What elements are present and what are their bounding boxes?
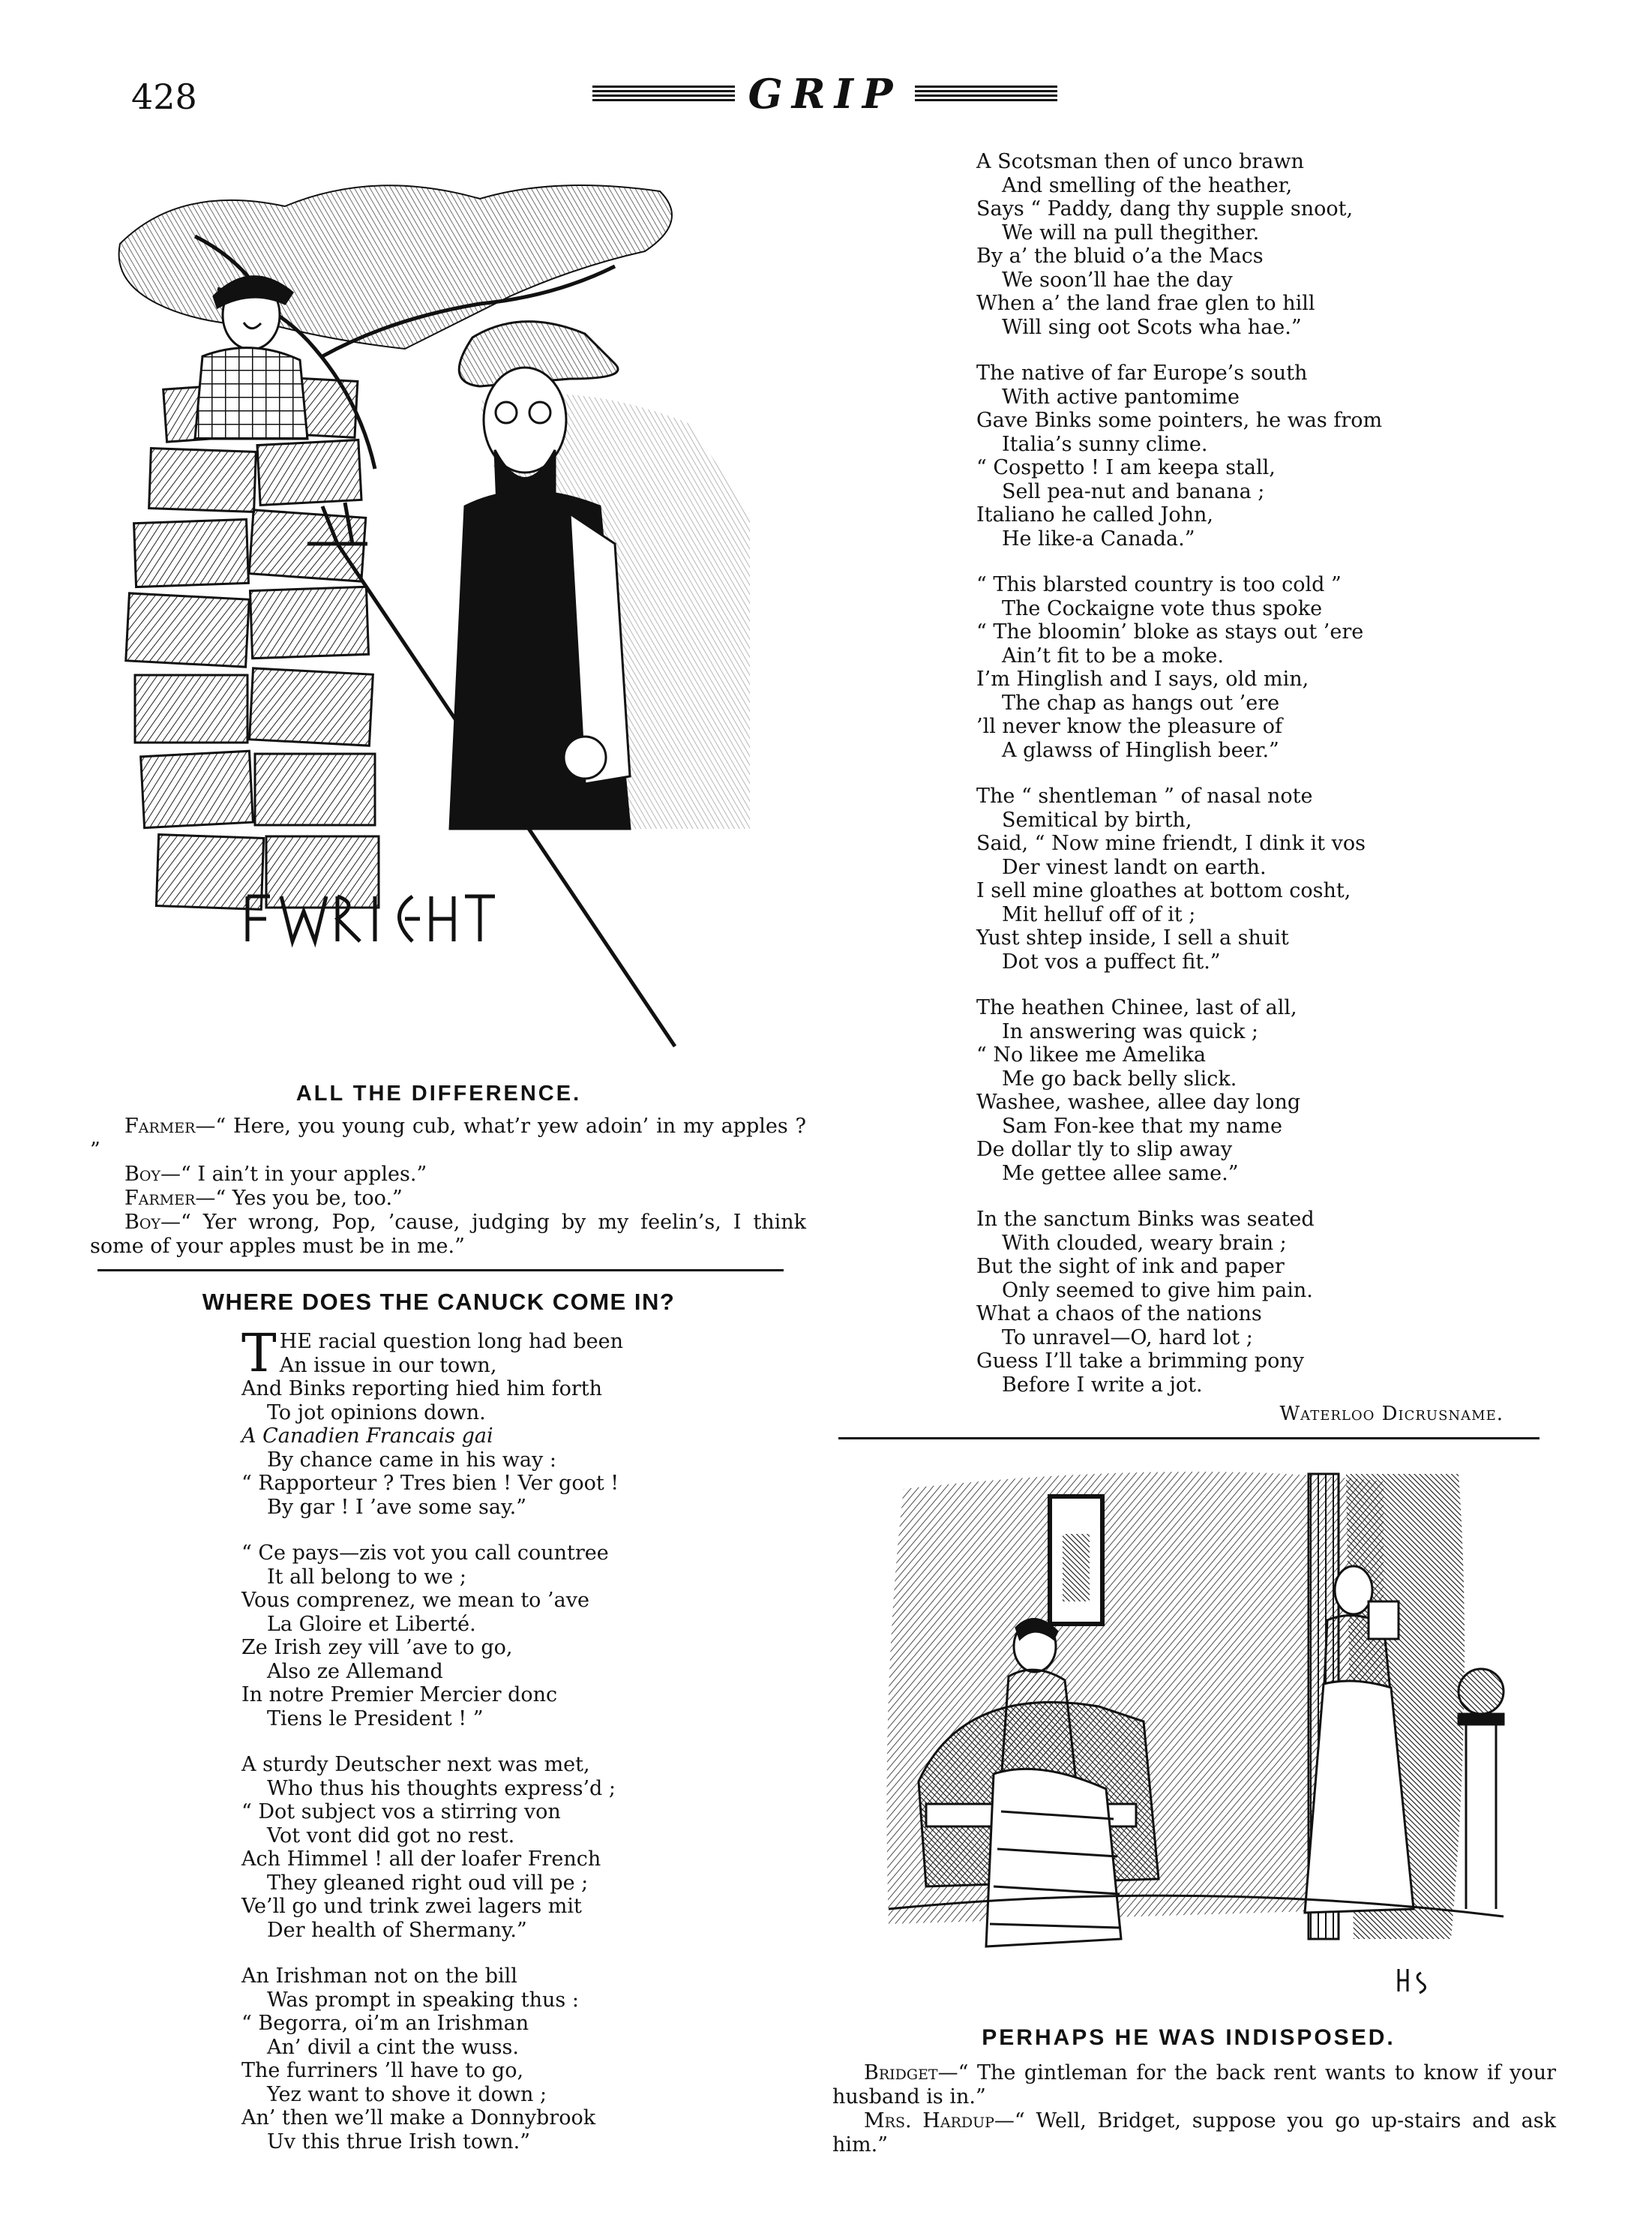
poem-line: “ Cospetto ! I am keepa stall, [976, 456, 1276, 479]
poem-line: The chap as hangs out ’ere [1002, 691, 1280, 715]
masthead [592, 71, 1057, 116]
right-divider [838, 1437, 1540, 1439]
poem-line: Uv this thrue Irish town.” [267, 2129, 531, 2153]
poem-stanza [976, 573, 1426, 762]
poem-line: With active pantomime [1002, 385, 1240, 409]
poem-line: The native of far Europe’s south [976, 362, 1308, 385]
cartoon1-title: ALL THE DIFFERENCE. [295, 1082, 582, 1106]
dialogue-line: Boy—“ Yer wrong, Pop, ’cause, judging by my feelin’s, I think some of your apples must be in me.” [90, 1211, 806, 1258]
poem-stanza [976, 1208, 1426, 1397]
poem-stanza [976, 362, 1426, 551]
poem-line: Me go back belly slick. [1002, 1067, 1237, 1091]
poem-line: Said, “ Now mine friendt, I dink it vos [976, 832, 1366, 855]
poem-line: “ Begorra, oi’m an Irishman [241, 2012, 529, 2035]
cartoon2-dialogue [832, 2061, 1556, 2157]
poem-line: Italia’s sunny clime. [1002, 432, 1208, 456]
poem-line: In notre Premier Mercier donc [241, 1683, 558, 1706]
speech: “ Well, Bridget, suppose you go up-stairs and ask him.” [832, 2109, 1556, 2156]
poem-stanza [241, 1753, 661, 1942]
poem-line: An’ divil a cint the wuss. [267, 2035, 519, 2059]
poem-line: Tiens le President ! ” [267, 1706, 484, 1730]
masthead-title: GRIP [748, 70, 902, 118]
poem-line-text: HE racial question long had been [279, 1330, 623, 1353]
poem-line: An Irishman not on the bill [241, 1964, 517, 1988]
poem-line: Vot vont did got no rest. [267, 1823, 515, 1847]
poem-line: The furriners ’ll have to go, [241, 2059, 524, 2082]
poem-line: I’m Hinglish and I says, old min, [976, 668, 1309, 691]
dialogue-line: Farmer—“ Here, you young cub, what’r yew adoin’ in my apples ? ” [90, 1115, 806, 1162]
speech: “ I ain’t in your apples.” [180, 1163, 427, 1186]
poem-line: Before I write a jot. [1002, 1373, 1203, 1397]
poem-line: I sell mine gloathes at bottom cosht, [976, 879, 1351, 902]
poem-line: What a chaos of the nations [976, 1302, 1262, 1325]
poem-line: He like-a Canada.” [1002, 527, 1195, 551]
speaker: Farmer [124, 1187, 196, 1210]
poem-line: “ Ce pays—zis vot you call countree [241, 1541, 609, 1565]
farmer-boy-illustration [90, 143, 787, 1065]
poem-line: Vous comprenez, we mean to ’ave [241, 1589, 589, 1612]
poem-line: Says “ Paddy, dang thy supple snoot, [976, 197, 1354, 221]
dialogue-line: Boy—“ I ain’t in your apples.” [124, 1163, 427, 1186]
poem-line: The heathen Chinee, last of all, [976, 996, 1297, 1019]
poem-line: A sturdy Deutscher next was met, [241, 1753, 590, 1776]
poem-line: Sam Fon-kee that my name [1002, 1114, 1282, 1138]
poem-line: A Canadien Francais gai [241, 1424, 493, 1448]
poem-line: Will sing oot Scots wha hae.” [1002, 315, 1302, 339]
drop-cap: T [241, 1322, 277, 1384]
poem-line: Was prompt in speaking thus : [267, 1988, 579, 2012]
poem-stanza [976, 996, 1426, 1185]
poem-line: A Scotsman then of unco brawn [976, 150, 1304, 173]
section-divider [97, 1269, 784, 1271]
masthead-rule-left [592, 86, 735, 102]
speech: “ Here, you young cub, what’r yew adoin’ in my apples ? ” [90, 1115, 806, 1162]
poem-line: By chance came in his way : [267, 1448, 556, 1472]
speaker: Bridget [864, 2061, 938, 2084]
poem-line: “ Dot subject vos a stirring von [241, 1800, 561, 1823]
poem-line: Mit helluf off of it ; [1002, 902, 1196, 926]
speech: “ Yer wrong, Pop, ’cause, judging by my feelin’s, I think some of your apples must be in me.” [90, 1211, 806, 1258]
poem-line: By a’ the bluid o’a the Macs [976, 245, 1264, 268]
poem-line: Yez want to shove it down ; [267, 2082, 547, 2106]
poem-stanza [976, 785, 1426, 974]
poem-line: Who thus his thoughts express’d ; [267, 1776, 616, 1800]
dialogue-line: Bridget—“ The gintleman for the back rent wants to know if your husband is in.” [832, 2061, 1556, 2108]
poem-line: But the sight of ink and paper [976, 1255, 1285, 1278]
poem-line: De dollar tly to slip away [976, 1138, 1233, 1161]
poem-line: Me gettee allee same.” [1002, 1161, 1239, 1185]
speaker: Boy [124, 1211, 160, 1234]
poem-line: We soon’ll hae the day [1002, 268, 1233, 292]
poem-right-column [976, 150, 1426, 1419]
poem-line: Ain’t fit to be a moke. [1002, 644, 1224, 668]
farmer-boy-drawing [90, 143, 787, 1065]
farmer-signature: FWRIGHT [90, 143, 153, 157]
speech: “ The gintleman for the back rent wants to know if your husband is in.” [832, 2061, 1556, 2108]
poem-line: To unravel—O, hard lot ; [1002, 1325, 1253, 1349]
speech: “ Yes you be, too.” [215, 1187, 403, 1210]
speaker: Farmer [124, 1115, 196, 1138]
poem-line: An issue in our town, [279, 1353, 497, 1377]
poem-stanza [241, 1541, 661, 1730]
poem-stanza [241, 1964, 661, 2153]
poem-line: “ This blarsted country is too cold ” [976, 573, 1342, 596]
poem-line: In the sanctum Binks was seated [976, 1208, 1315, 1231]
sweet-signature: HSweet [874, 1448, 922, 1462]
parlour-illustration [874, 1448, 1519, 2006]
poem-stanza [976, 150, 1426, 339]
poem-line: La Gloire et Liberté. [267, 1612, 476, 1636]
poem-line: Sell pea-nut and banana ; [1002, 479, 1265, 503]
poem-line: When a’ the land frae glen to hill [976, 292, 1315, 315]
speaker: Mrs. Hardup [864, 2109, 994, 2132]
poem-line: A glawss of Hinglish beer.” [1002, 738, 1279, 762]
poem-line: They gleaned right oud vill pe ; [267, 1871, 589, 1895]
poem-line: “ Rapporteur ? Tres bien ! Ver goot ! [241, 1472, 619, 1495]
poem-line: “ The bloomin’ bloke as stays out ’ere [976, 620, 1364, 644]
poem-line: To jot opinions down. [267, 1400, 486, 1424]
masthead-rule-right [915, 86, 1057, 102]
poem-line: ’ll never know the pleasure of [976, 715, 1282, 738]
poem-line: Ze Irish zey vill ’ave to go, [241, 1636, 513, 1659]
poem-line: And Binks reporting hied him forth [241, 1377, 602, 1400]
poem-stanza [241, 1322, 661, 1519]
poem-line: Guess I’ll take a brimming pony [976, 1349, 1304, 1373]
cartoon1-dialogue [90, 1115, 806, 1259]
poem-line: We will na pull thegither. [1002, 221, 1260, 245]
poem-line: Italiano he called John, [976, 503, 1213, 527]
poem-line: Also ze Allemand [267, 1659, 443, 1683]
poem-line: The Cockaigne vote thus spoke [1002, 596, 1323, 620]
poem-line: By gar ! I ’ave some say.” [267, 1495, 527, 1519]
dialogue-line: Farmer—“ Yes you be, too.” [124, 1187, 403, 1210]
dialogue-line: Mrs. Hardup—“ Well, Bridget, suppose you go up-stairs and ask him.” [832, 2109, 1556, 2156]
poem-line: Ach Himmel ! all der loafer French [241, 1847, 601, 1871]
poem-line: With clouded, weary brain ; [1002, 1231, 1287, 1255]
poem-line: Dot vos a puffect fit.” [1002, 950, 1221, 974]
poem-line: Semitical by birth, [1002, 808, 1192, 832]
poem-line: Yust shtep inside, I sell a shuit [976, 926, 1289, 950]
poem-left-column [241, 1322, 661, 2176]
poem-line: It all belong to we ; [267, 1565, 466, 1589]
poem-line: Ve’ll go und trink zwei lagers mit [241, 1895, 582, 1918]
poem-line: Gave Binks some pointers, he was from [976, 409, 1383, 432]
poem-line: The “ shentleman ” of nasal note [976, 785, 1313, 808]
poem-signature: Waterloo Dicrusname. [1279, 1403, 1504, 1425]
poem-line: Washee, washee, allee day long [976, 1091, 1301, 1114]
poem-line: And smelling of the heather, [1002, 173, 1293, 197]
poem-line: In answering was quick ; [1002, 1019, 1258, 1043]
poem-line: Der vinest landt on earth. [1002, 855, 1267, 879]
poem-line: An’ then we’ll make a Donnybrook [241, 2106, 596, 2129]
cartoon2-title: PERHAPS HE WAS INDISPOSED. [982, 2025, 1396, 2050]
poem-title: WHERE DOES THE CANUCK COME IN? [202, 1289, 676, 1315]
speaker: Boy [124, 1163, 160, 1186]
page-number: 428 [131, 77, 197, 117]
parlour-drawing [874, 1448, 1519, 2006]
poem-line: Only seemed to give him pain. [1002, 1278, 1313, 1302]
poem-line: Der health of Shermany.” [267, 1918, 527, 1942]
poem-line: “ No likee me Amelika [976, 1043, 1206, 1067]
